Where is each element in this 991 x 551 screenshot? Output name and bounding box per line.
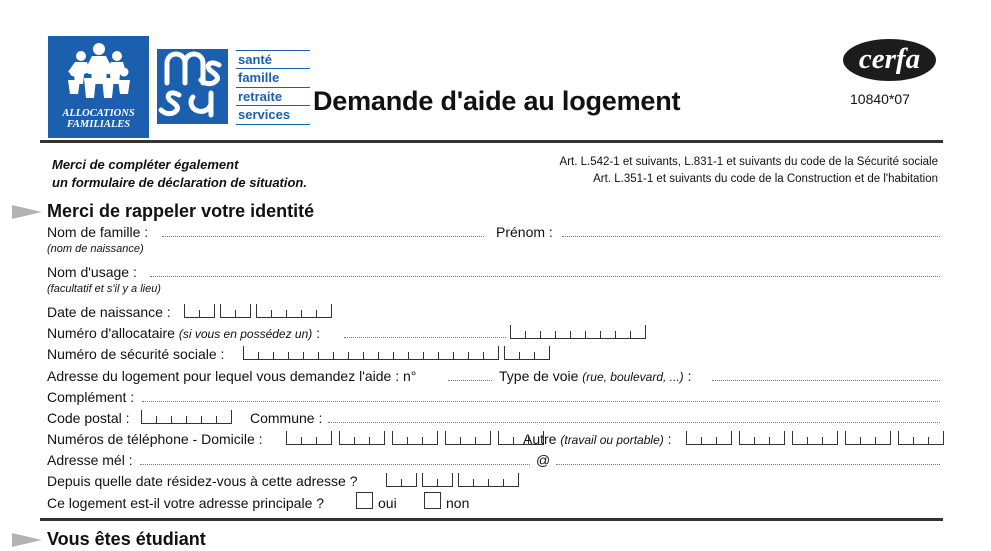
autre-colon: : (667, 431, 672, 447)
msa-logo (157, 49, 228, 124)
num-allocataire-note: (si vous en possédez un) (178, 327, 313, 341)
commune-field[interactable] (328, 422, 940, 423)
autre-note: (travail ou portable) (560, 433, 664, 447)
nom-usage-field[interactable] (150, 276, 940, 277)
caf-name-line1: ALLOCATIONS (62, 108, 135, 119)
year-boxes[interactable] (256, 304, 332, 318)
num-secu-field[interactable] (243, 346, 550, 360)
month-boxes[interactable] (422, 473, 453, 487)
caf-name-line2: FAMILIALES (66, 119, 131, 130)
tel-pair[interactable] (286, 431, 332, 445)
autre-row (523, 431, 672, 448)
tel-pair[interactable] (845, 431, 891, 445)
caf-name (48, 108, 149, 130)
msa-word-sante: santé (238, 52, 272, 67)
depuis-label: Depuis quelle date résidez-vous à cette adresse ? (47, 473, 358, 489)
tel-pair[interactable] (739, 431, 785, 445)
msa-word-famille: famille (238, 70, 280, 85)
msa-rule (236, 68, 310, 69)
section-arrow-icon (12, 205, 42, 219)
type-voie-label: Type de voie (499, 368, 579, 384)
header-rule (40, 140, 943, 143)
msa-rule (236, 105, 310, 106)
day-boxes[interactable] (386, 473, 417, 487)
year-boxes[interactable] (458, 473, 519, 487)
tel-pair[interactable] (898, 431, 944, 445)
msa-letters-icon (157, 49, 228, 124)
complement-label: Complément : (47, 389, 135, 405)
allocataire-boxes[interactable] (510, 325, 646, 339)
tel-pair[interactable] (339, 431, 385, 445)
caf-logo (48, 36, 149, 138)
mel-user-field[interactable] (140, 464, 530, 465)
section-arrow-icon (12, 533, 42, 547)
num-allocataire-label: Numéro d'allocataire (47, 325, 175, 341)
month-boxes[interactable] (220, 304, 251, 318)
secu-boxes[interactable] (243, 346, 499, 360)
type-voie-note: (rue, boulevard, ...) (582, 370, 684, 384)
adresse-mel-label: Adresse mél : (47, 452, 133, 468)
section-identite-title: Merci de rappeler votre identité (47, 201, 315, 221)
merci-note (52, 156, 307, 192)
complement-field[interactable] (142, 401, 940, 402)
autre-label: Autre (523, 431, 557, 447)
day-boxes[interactable] (184, 304, 215, 318)
legal-ref-2: Art. L.351-1 et suivants du code de la Construction et de l'habitation (593, 173, 938, 185)
non-checkbox[interactable] (424, 492, 441, 509)
tel-pair[interactable] (686, 431, 732, 445)
cerfa-logo: cerfa (843, 39, 936, 81)
numero-voie-field[interactable] (448, 380, 492, 381)
num-secu-label: Numéro de sécurité sociale : (47, 346, 225, 362)
commune-label: Commune : (250, 410, 323, 426)
msa-rule (236, 124, 310, 125)
date-naissance-label: Date de naissance : (47, 304, 171, 320)
code-postal-field[interactable] (141, 410, 232, 424)
date-naissance-field[interactable] (184, 304, 332, 318)
code-postal-boxes[interactable] (141, 410, 232, 424)
type-voie-field[interactable] (712, 380, 940, 381)
num-allocataire-leader (344, 337, 506, 338)
tel-pair[interactable] (445, 431, 491, 445)
secu-key-boxes[interactable] (504, 346, 550, 360)
prenom-label: Prénom : (496, 224, 553, 240)
section-rule (40, 518, 943, 521)
telephone-autre-field[interactable] (686, 431, 944, 445)
section-etudiant-title: Vous êtes étudiant (47, 529, 206, 549)
merci-line-1: Merci de compléter également (52, 157, 239, 172)
nom-usage-label: Nom d'usage : (47, 264, 137, 280)
prenom-field[interactable] (562, 236, 940, 237)
nom-usage-note: (facultatif et s'il y a lieu) (47, 283, 161, 295)
form-title: Demande d'aide au logement (313, 86, 681, 116)
merci-line-2: un formulaire de déclaration de situation. (52, 175, 307, 190)
cerfa-number: 10840*07 (850, 91, 910, 107)
mel-domain-field[interactable] (556, 464, 940, 465)
oui-checkbox[interactable] (356, 492, 373, 509)
type-voie-colon: : (687, 368, 692, 384)
telephone-label: Numéros de téléphone - Domicile : (47, 431, 263, 447)
nom-famille-field[interactable] (162, 236, 484, 237)
family-figures-icon (66, 42, 132, 104)
tel-pair[interactable] (392, 431, 438, 445)
msa-word-services: services (238, 107, 291, 122)
adresse-label: Adresse du logement pour lequel vous demandez l'aide : n° (47, 368, 417, 384)
nom-famille-note: (nom de naissance) (47, 243, 144, 255)
non-label: non (446, 495, 470, 511)
msa-rule (236, 87, 310, 88)
depuis-date-field[interactable] (386, 473, 519, 487)
telephone-domicile-field[interactable] (286, 431, 544, 445)
code-postal-label: Code postal : (47, 410, 130, 426)
legal-ref-1: Art. L.542-1 et suivants, L.831-1 et suivants du code de la Sécurité sociale (559, 156, 938, 168)
principale-label: Ce logement est-il votre adresse principale ? (47, 495, 325, 511)
num-allocataire-colon: : (316, 325, 321, 341)
type-voie-row (499, 368, 691, 385)
at-sign: @ (536, 452, 551, 468)
msa-word-retraite: retraite (238, 89, 283, 104)
msa-rule (236, 50, 310, 51)
num-allocataire-row (47, 325, 320, 342)
num-allocataire-field[interactable] (510, 325, 646, 339)
nom-famille-label: Nom de famille : (47, 224, 149, 240)
oui-label: oui (378, 495, 397, 511)
tel-pair[interactable] (792, 431, 838, 445)
